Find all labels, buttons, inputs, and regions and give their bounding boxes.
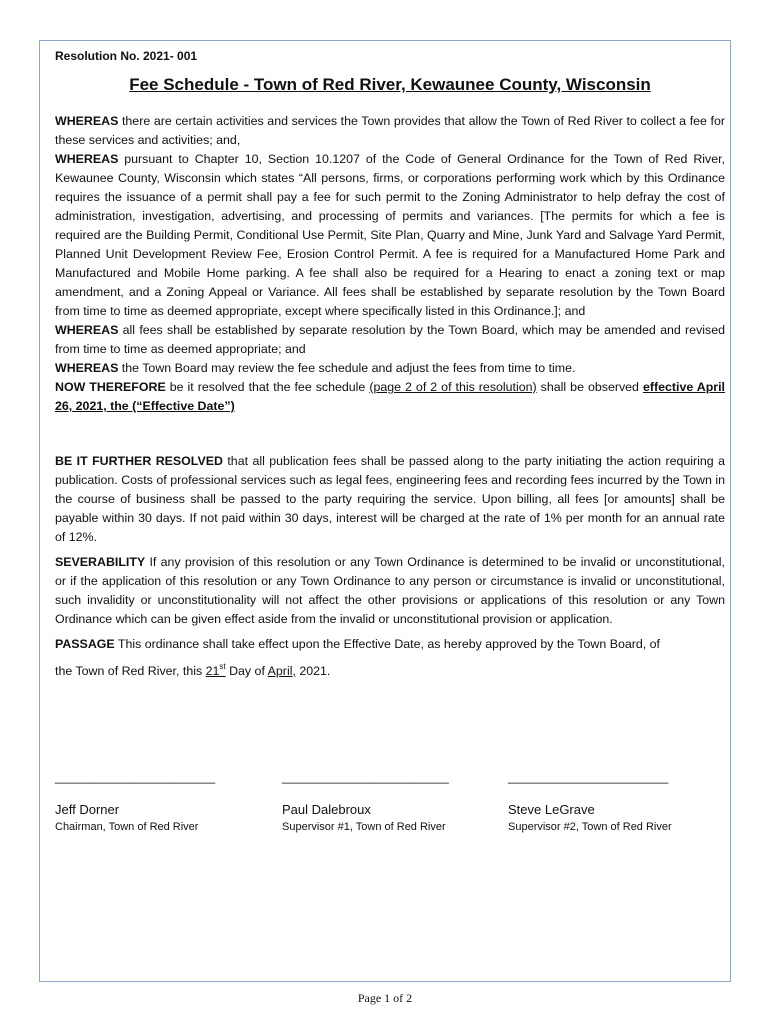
further-resolved-paragraph (55, 452, 725, 547)
effective-date: effective April 26, 2021, the (“Effective Date”) (55, 380, 726, 413)
whereas-lead: WHEREAS (55, 323, 119, 337)
signer-name: Paul Dalebroux (282, 802, 371, 817)
passage-day (206, 664, 226, 678)
now-therefore-text: be it resolved that the fee schedule (165, 380, 370, 394)
signature-chairman (55, 770, 255, 833)
signature-line: ________________________ (55, 770, 216, 784)
resolution-number: Resolution No. 2021- 001 (55, 49, 198, 63)
further-resolved-text: that all publication fees shall be passed along to the party initiating the action requiring a publication. Costs of professional services such as legal fees, engineering fees and recording fees incurred by the Town in the course of business shall be passed to the party requiring the service. Upon billing, all fees [or amounts] shall be payable within 30 days. If not paid within 30 days, interest will be charged at the rate of 1% per month for an annual rate of 12%. (55, 454, 725, 544)
document-title: Fee Schedule - Town of Red River, Kewaunee County, Wisconsin (129, 75, 651, 94)
passage-paragraph (55, 635, 725, 654)
now-therefore-lead: NOW THEREFORE (55, 380, 166, 394)
signer-role: Supervisor #1, Town of Red River (282, 821, 446, 833)
document-body (55, 47, 725, 681)
day-suffix: st (219, 662, 226, 671)
passage-date-line (55, 662, 725, 681)
spacer (55, 416, 725, 452)
severability-text: If any provision of this resolution or any Town Ordinance is determined to be invalid or unconstitutional, or if the application of this resolution or any Town Ordinance to any person or circumstance is invalid or unconstitutional, such invalidity or unconstitutionality will not affect the other provisions or applications of this resolution or any Town Ordinance which can be given effect aside from the invalid or unconstitutional provision or application. (55, 555, 725, 626)
passage-month: April, (267, 664, 296, 678)
now-therefore-text-2: shall be observed (536, 380, 643, 394)
signature-line: _________________________ (282, 770, 449, 784)
page-number: Page 1 of 2 (357, 991, 413, 1005)
severability-paragraph (55, 553, 725, 629)
signature-line: ________________________ (508, 770, 669, 784)
whereas-paragraph-1 (55, 112, 725, 150)
further-resolved-lead: BE IT FURTHER RESOLVED (55, 454, 223, 468)
passage-text: This ordinance shall take effect upon the Effective Date, as hereby approved by the Town Board, of (114, 637, 660, 651)
passage-lead: PASSAGE (55, 637, 115, 651)
severability-lead: SEVERABILITY (55, 555, 146, 569)
day-of-text: Day of (225, 664, 268, 678)
whereas-lead: WHEREAS (55, 114, 119, 128)
now-therefore-paragraph (55, 378, 725, 416)
whereas-text: the Town Board may review the fee schedule and adjust the fees from time to time. (118, 361, 576, 375)
signature-supervisor-1 (282, 770, 482, 833)
page-reference: (page 2 of 2 of this resolution) (369, 380, 537, 394)
whereas-paragraph-3 (55, 321, 725, 359)
whereas-paragraph-2 (55, 150, 725, 321)
day-number: 21 (205, 664, 220, 678)
passage-year: 2021. (295, 664, 331, 678)
signer-name: Steve LeGrave (508, 802, 595, 817)
signer-name: Jeff Dorner (55, 802, 120, 817)
passage-date-prefix: the Town of Red River, this (55, 664, 206, 678)
signature-supervisor-2 (508, 770, 708, 833)
signer-role: Supervisor #2, Town of Red River (508, 821, 672, 833)
whereas-text: all fees shall be established by separate resolution by the Town Board, which may be amended and revised from time to time as deemed appropriate; and (55, 323, 725, 356)
whereas-text: pursuant to Chapter 10, Section 10.1207 of the Code of General Ordinance for the Town of Red River, Kewaunee County, Wisconsin which states “All persons, firms, or corporations performing work which by this Ordinance requires the issuance of a permit shall pay a fee for such permit to the Zoning Administrator to help defray the cost of administration, investigation, advertising, and processing of permits and variances. [The permits for which a fee is required are the Building Permit, Conditional Use Permit, Site Plan, Quarry and Mine, Junk Yard and Salvage Yard Permit, Planned Unit Development Review Fee, Erosion Control Permit. A fee is required for a Manufactured Home Park and Manufactured and Mobile Home parking. A fee shall also be required for a Hearing to enact a zoning text or map amendment, and a Zoning Appeal or Variance. All fees shall be established by separate resolution by the Town Board from time to time as deemed appropriate, except where specifically listed in this Ordinance.]; and (55, 152, 725, 318)
signer-role: Chairman, Town of Red River (55, 821, 199, 833)
whereas-text: there are certain activities and services the Town provides that allow the Town of Red River to collect a fee for these services and activities; and, (55, 114, 725, 147)
whereas-lead: WHEREAS (55, 361, 119, 375)
whereas-paragraph-4 (55, 359, 725, 378)
whereas-lead: WHEREAS (55, 152, 119, 166)
